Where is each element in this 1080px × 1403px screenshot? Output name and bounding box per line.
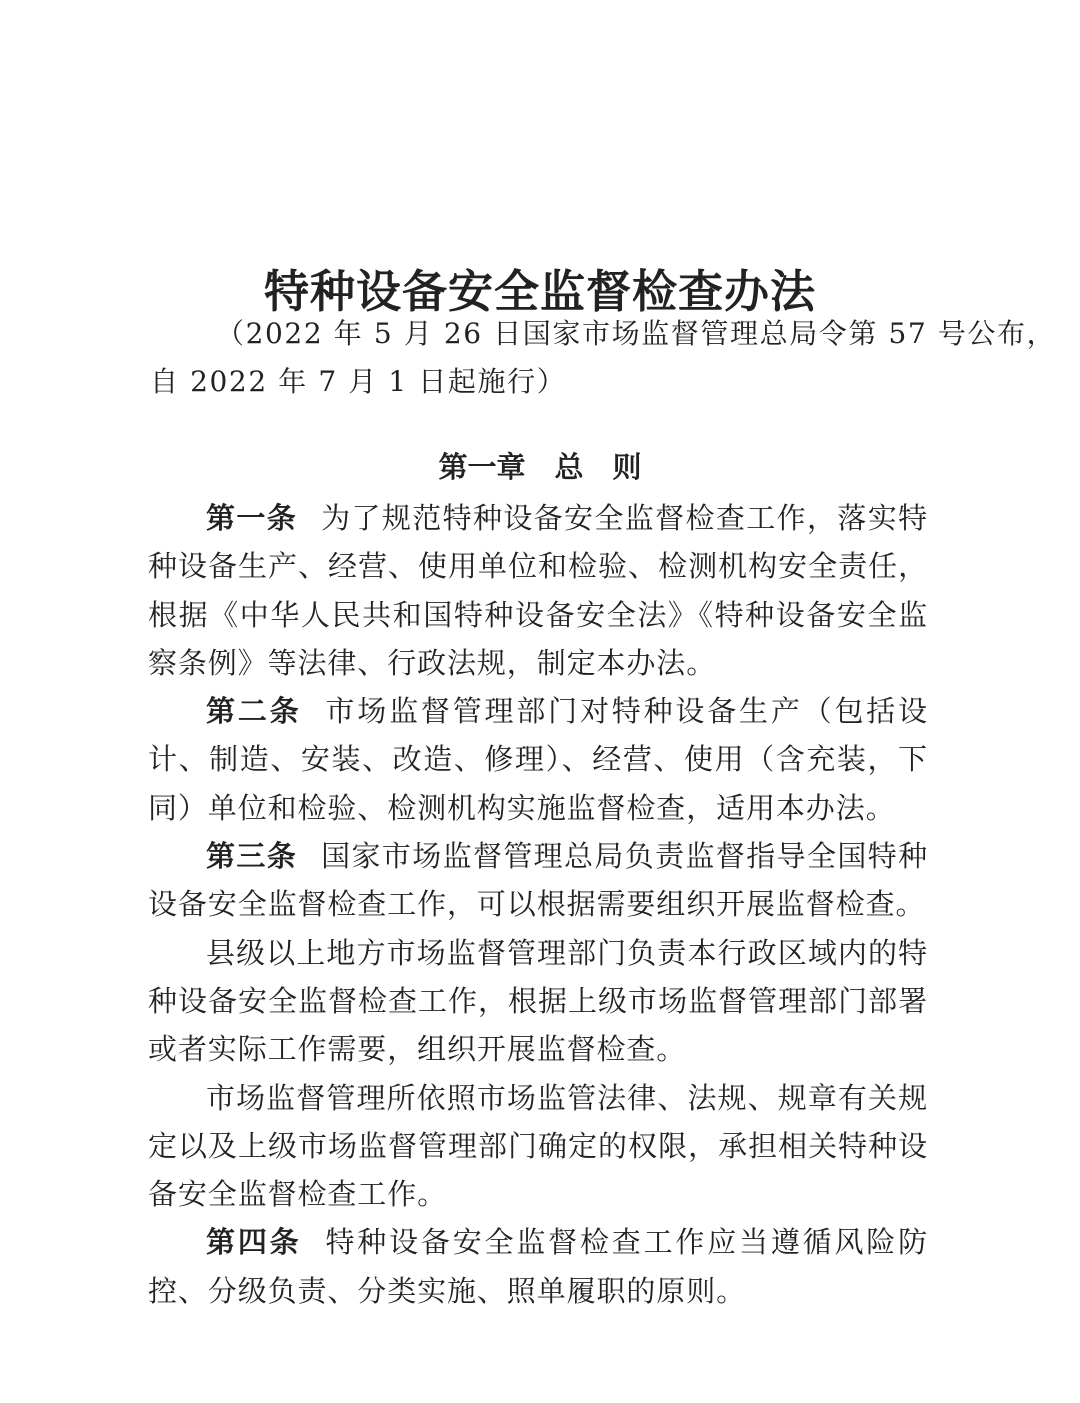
promulgation-note-line-1: （2022 年 5 月 26 日国家市场监督管理总局令第 57 号公布，	[216, 317, 1057, 350]
article-label: 第二条	[206, 694, 302, 729]
article-text: 市场监督管理部门对特种设备生产（包括设计、制造、安装、改造、修理）、经营、使用（含充装，下同）单位和检验、检测机构实施监督检查，适用本办法。	[148, 694, 929, 825]
article-label: 第三条	[206, 839, 298, 874]
article-paragraph	[148, 687, 928, 832]
article-paragraph	[148, 1218, 928, 1315]
article-label: 第一条	[206, 501, 298, 535]
chapter-heading: 第一章 总 则	[438, 450, 642, 484]
body-paragraph	[148, 929, 928, 1074]
paragraph-text: 县级以上地方市场监督管理部门负责本行政区域内的特种设备安全监督检查工作，根据上级市场监督管理部门部署或者实际工作需要，组织开展监督检查。	[148, 935, 928, 1067]
article-label: 第四条	[206, 1225, 302, 1260]
article-text: 为了规范特种设备安全监督检查工作，落实特种设备生产、经营、使用单位和检验、检测机构安全责任，根据《中华人民共和国特种设备安全法》《特种设备安全监察条例》等法律、行政法规，制定本办法。	[148, 501, 928, 680]
body-paragraph	[148, 1074, 928, 1219]
document-body	[148, 494, 928, 1315]
paragraph-text: 市场监督管理所依照市场监管法律、法规、规章有关规定以及上级市场监督管理部门确定的权限，承担相关特种设备安全监督检查工作。	[148, 1080, 928, 1212]
document-title: 特种设备安全监督检查办法	[263, 265, 816, 319]
promulgation-note-line-2: 自 2022 年 7 月 1 日起施行）	[150, 365, 567, 398]
article-paragraph	[148, 832, 928, 929]
article-paragraph	[148, 494, 928, 687]
article-text: 特种设备安全监督检查工作应当遵循风险防控、分级负责、分类实施、照单履职的原则。	[148, 1225, 929, 1308]
article-text: 国家市场监督管理总局负责监督指导全国特种设备安全监督检查工作，可以根据需要组织开展监督检查。	[148, 839, 928, 922]
